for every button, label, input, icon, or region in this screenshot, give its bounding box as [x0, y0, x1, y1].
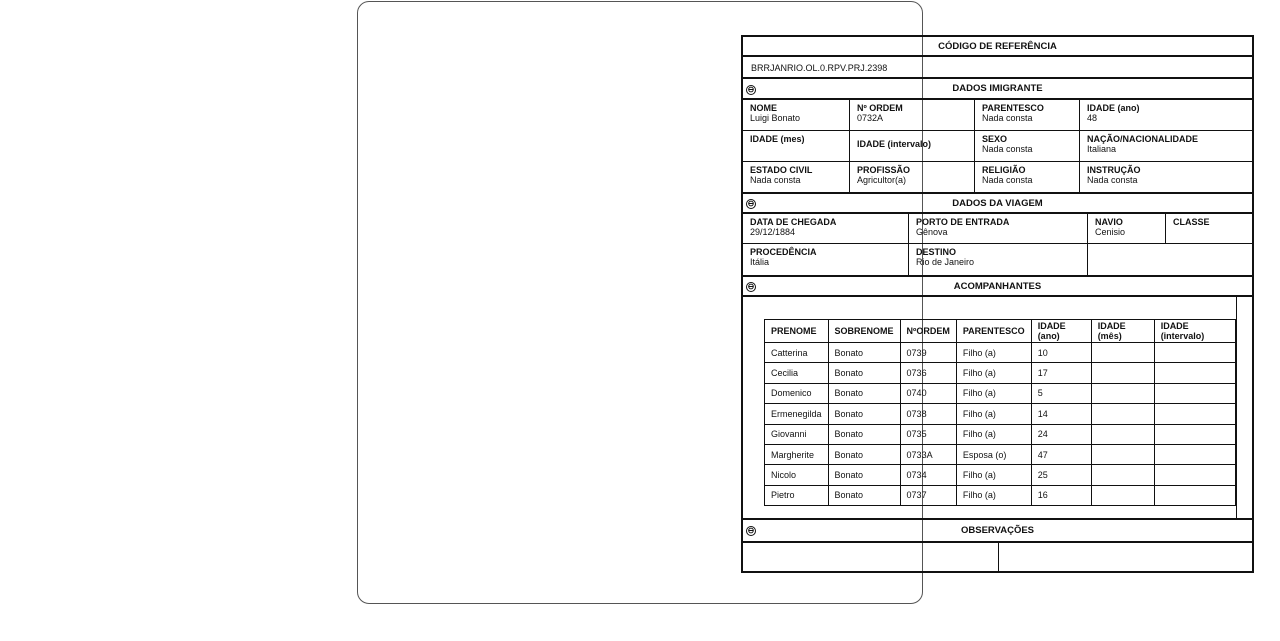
companions-scroll-area[interactable]	[743, 297, 1252, 520]
immigrant-row-3	[743, 162, 1252, 192]
companion-cell: 5	[1031, 383, 1091, 403]
companion-cell: Bonato	[828, 404, 900, 424]
trip-section-header	[743, 192, 1252, 214]
companion-cell	[1154, 363, 1235, 383]
companion-row	[765, 465, 1236, 485]
field-idade-ano	[1080, 100, 1252, 130]
field-classe-label: CLASSE	[1173, 217, 1210, 227]
field-religiao-value: Nada consta	[982, 175, 1033, 185]
field-ordem	[850, 100, 975, 130]
companion-row	[765, 363, 1236, 383]
field-idade-ano-label: IDADE (ano)	[1087, 103, 1140, 113]
companion-cell: 0740	[900, 383, 956, 403]
field-instrucao-label: INSTRUÇÃO	[1087, 165, 1141, 175]
field-chegada-label: DATA DE CHEGADA	[750, 217, 837, 227]
record-card	[357, 1, 1210, 604]
companion-cell: Ermenegilda	[765, 404, 829, 424]
companion-cell	[1091, 404, 1154, 424]
companion-cell: 0733A	[900, 444, 956, 464]
field-nome	[743, 100, 850, 130]
field-ordem-label: Nº ORDEM	[857, 103, 903, 113]
field-chegada	[743, 214, 909, 243]
field-estado-civil	[743, 162, 850, 192]
companion-row	[765, 485, 1236, 505]
companions-header-cell: NºORDEM	[900, 320, 956, 343]
companion-cell: Bonato	[828, 343, 900, 363]
companion-cell	[1091, 363, 1154, 383]
companion-cell	[1091, 485, 1154, 505]
companion-cell: Bonato	[828, 383, 900, 403]
field-estado-civil-label: ESTADO CIVIL	[750, 165, 813, 175]
companion-cell: Bonato	[828, 465, 900, 485]
companion-cell	[1091, 444, 1154, 464]
field-procedencia-label: PROCEDÊNCIA	[750, 247, 817, 257]
field-idade-ano-value: 48	[1087, 113, 1098, 123]
field-sexo-value: Nada consta	[982, 144, 1033, 154]
field-parentesco-value: Nada consta	[982, 113, 1033, 123]
companion-cell: Filho (a)	[956, 363, 1031, 383]
companion-cell: Catterina	[765, 343, 829, 363]
collapse-immigrant-icon[interactable]: ⊖	[747, 85, 755, 94]
companion-cell	[1154, 404, 1235, 424]
companion-cell: Filho (a)	[956, 465, 1031, 485]
companions-table	[764, 319, 1236, 506]
field-ordem-value: 0732A	[857, 113, 884, 123]
companion-cell: 47	[1031, 444, 1091, 464]
field-idade-intervalo-label: IDADE (intervalo)	[857, 139, 932, 149]
companion-row	[765, 383, 1236, 403]
field-sexo	[975, 131, 1080, 161]
observations-cell-right	[999, 543, 1252, 573]
companion-cell: 0738	[900, 404, 956, 424]
companion-cell: 24	[1031, 424, 1091, 444]
field-profissao-value: Agricultor(a)	[857, 175, 907, 185]
companion-cell: 16	[1031, 485, 1091, 505]
companion-cell	[1091, 343, 1154, 363]
immigrant-row-1	[743, 100, 1252, 131]
companion-cell: Filho (a)	[956, 404, 1031, 424]
companion-cell: Margherite	[765, 444, 829, 464]
field-profissao	[850, 162, 975, 192]
field-religiao-label: RELIGIÃO	[982, 165, 1026, 175]
observations-section-title: OBSERVAÇÕES	[960, 525, 1035, 536]
field-sexo-label: SEXO	[982, 134, 1008, 144]
trip-row-1	[743, 214, 1252, 244]
field-navio-value: Cenisio	[1095, 227, 1126, 237]
companions-header-cell: IDADE (ano)	[1031, 320, 1091, 343]
companion-row	[765, 424, 1236, 444]
companions-header-cell: IDADE (mês)	[1091, 320, 1154, 343]
companion-cell: 14	[1031, 404, 1091, 424]
trip-section-title: DADOS DA VIAGEM	[952, 197, 1043, 209]
collapse-trip-icon[interactable]: ⊖	[747, 199, 755, 208]
immigrant-section-title: DADOS IMIGRANTE	[952, 83, 1043, 94]
companion-cell: Filho (a)	[956, 383, 1031, 403]
companions-header-cell: SOBRENOME	[828, 320, 900, 343]
field-instrucao-value: Nada consta	[1087, 175, 1138, 185]
immigrant-row-2	[743, 131, 1252, 162]
companion-cell: Filho (a)	[956, 424, 1031, 444]
field-destino	[909, 244, 1088, 275]
companion-cell	[1091, 383, 1154, 403]
field-profissao-label: PROFISSÃO	[857, 165, 911, 175]
companions-section-title: ACOMPANHANTES	[953, 280, 1042, 292]
companion-cell	[1154, 465, 1235, 485]
field-empty	[1088, 244, 1252, 275]
field-idade-mes	[743, 131, 850, 161]
companion-row	[765, 444, 1236, 464]
companion-cell: Bonato	[828, 485, 900, 505]
companion-cell: 0739	[900, 343, 956, 363]
immigrant-record-form	[741, 35, 1254, 573]
companion-cell: 25	[1031, 465, 1091, 485]
companion-cell	[1154, 485, 1235, 505]
trip-row-2	[743, 244, 1252, 275]
reference-header	[743, 37, 1252, 57]
reference-code: BRRJANRIO.OL.0.RPV.PRJ.2398	[743, 57, 1252, 79]
field-destino-label: DESTINO	[916, 247, 957, 257]
companion-cell: Cecilia	[765, 363, 829, 383]
companion-cell: Bonato	[828, 444, 900, 464]
observations-section-header	[743, 520, 1252, 543]
companion-cell	[1154, 424, 1235, 444]
field-instrucao	[1080, 162, 1252, 192]
field-porto	[909, 214, 1088, 243]
companion-cell: Bonato	[828, 424, 900, 444]
companion-cell	[1154, 343, 1235, 363]
field-porto-label: PORTO DE ENTRADA	[916, 217, 1010, 227]
field-navio	[1088, 214, 1166, 243]
companion-cell: 0734	[900, 465, 956, 485]
companion-cell: Nicolo	[765, 465, 829, 485]
field-procedencia-value: Itália	[750, 257, 770, 267]
field-parentesco-label: PARENTESCO	[982, 103, 1044, 113]
companion-cell: 0735	[900, 424, 956, 444]
field-nacionalidade-value: Italiana	[1087, 144, 1117, 154]
field-religiao	[975, 162, 1080, 192]
immigrant-section-header	[743, 79, 1252, 100]
companion-cell: Filho (a)	[956, 485, 1031, 505]
field-navio-label: NAVIO	[1095, 217, 1123, 227]
field-nacionalidade	[1080, 131, 1252, 161]
companions-header-row	[765, 320, 1236, 343]
collapse-observations-icon[interactable]: ⊖	[747, 526, 755, 535]
companion-cell: Giovanni	[765, 424, 829, 444]
observations-row	[743, 543, 1252, 573]
companions-header-cell: PRENOME	[765, 320, 829, 343]
field-nome-label: NOME	[750, 103, 777, 113]
companion-cell	[1091, 465, 1154, 485]
companions-section-header	[743, 275, 1252, 297]
collapse-companions-icon[interactable]: ⊖	[747, 282, 755, 291]
reference-title: CÓDIGO DE REFERÊNCIA	[938, 40, 1057, 52]
companion-row	[765, 404, 1236, 424]
companion-cell: Domenico	[765, 383, 829, 403]
field-nacionalidade-label: NAÇÃO/NACIONALIDADE	[1087, 134, 1198, 144]
companion-row	[765, 343, 1236, 363]
companions-header-cell: PARENTESCO	[956, 320, 1031, 343]
field-procedencia	[743, 244, 909, 275]
companion-cell	[1154, 383, 1235, 403]
field-idade-mes-label: IDADE (mes)	[750, 134, 805, 144]
companion-cell: 0736	[900, 363, 956, 383]
companion-cell	[1154, 444, 1235, 464]
companion-cell: 0737	[900, 485, 956, 505]
field-classe	[1166, 214, 1252, 243]
companion-cell	[1091, 424, 1154, 444]
companion-cell: Pietro	[765, 485, 829, 505]
companion-cell: Bonato	[828, 363, 900, 383]
companion-cell: Esposa (o)	[956, 444, 1031, 464]
companion-cell: 17	[1031, 363, 1091, 383]
field-idade-intervalo	[850, 131, 975, 161]
observations-cell-left	[743, 543, 999, 573]
field-chegada-value: 29/12/1884	[750, 227, 796, 237]
field-estado-civil-value: Nada consta	[750, 175, 801, 185]
field-parentesco	[975, 100, 1080, 130]
companion-cell: Filho (a)	[956, 343, 1031, 363]
field-destino-value: Rio de Janeiro	[916, 257, 975, 267]
companion-cell: 10	[1031, 343, 1091, 363]
companions-scrollbar[interactable]	[1236, 297, 1252, 518]
field-nome-value: Luigi Bonato	[750, 113, 801, 123]
field-porto-value: Gênova	[916, 227, 948, 237]
companions-header-cell: IDADE (intervalo)	[1154, 320, 1235, 343]
